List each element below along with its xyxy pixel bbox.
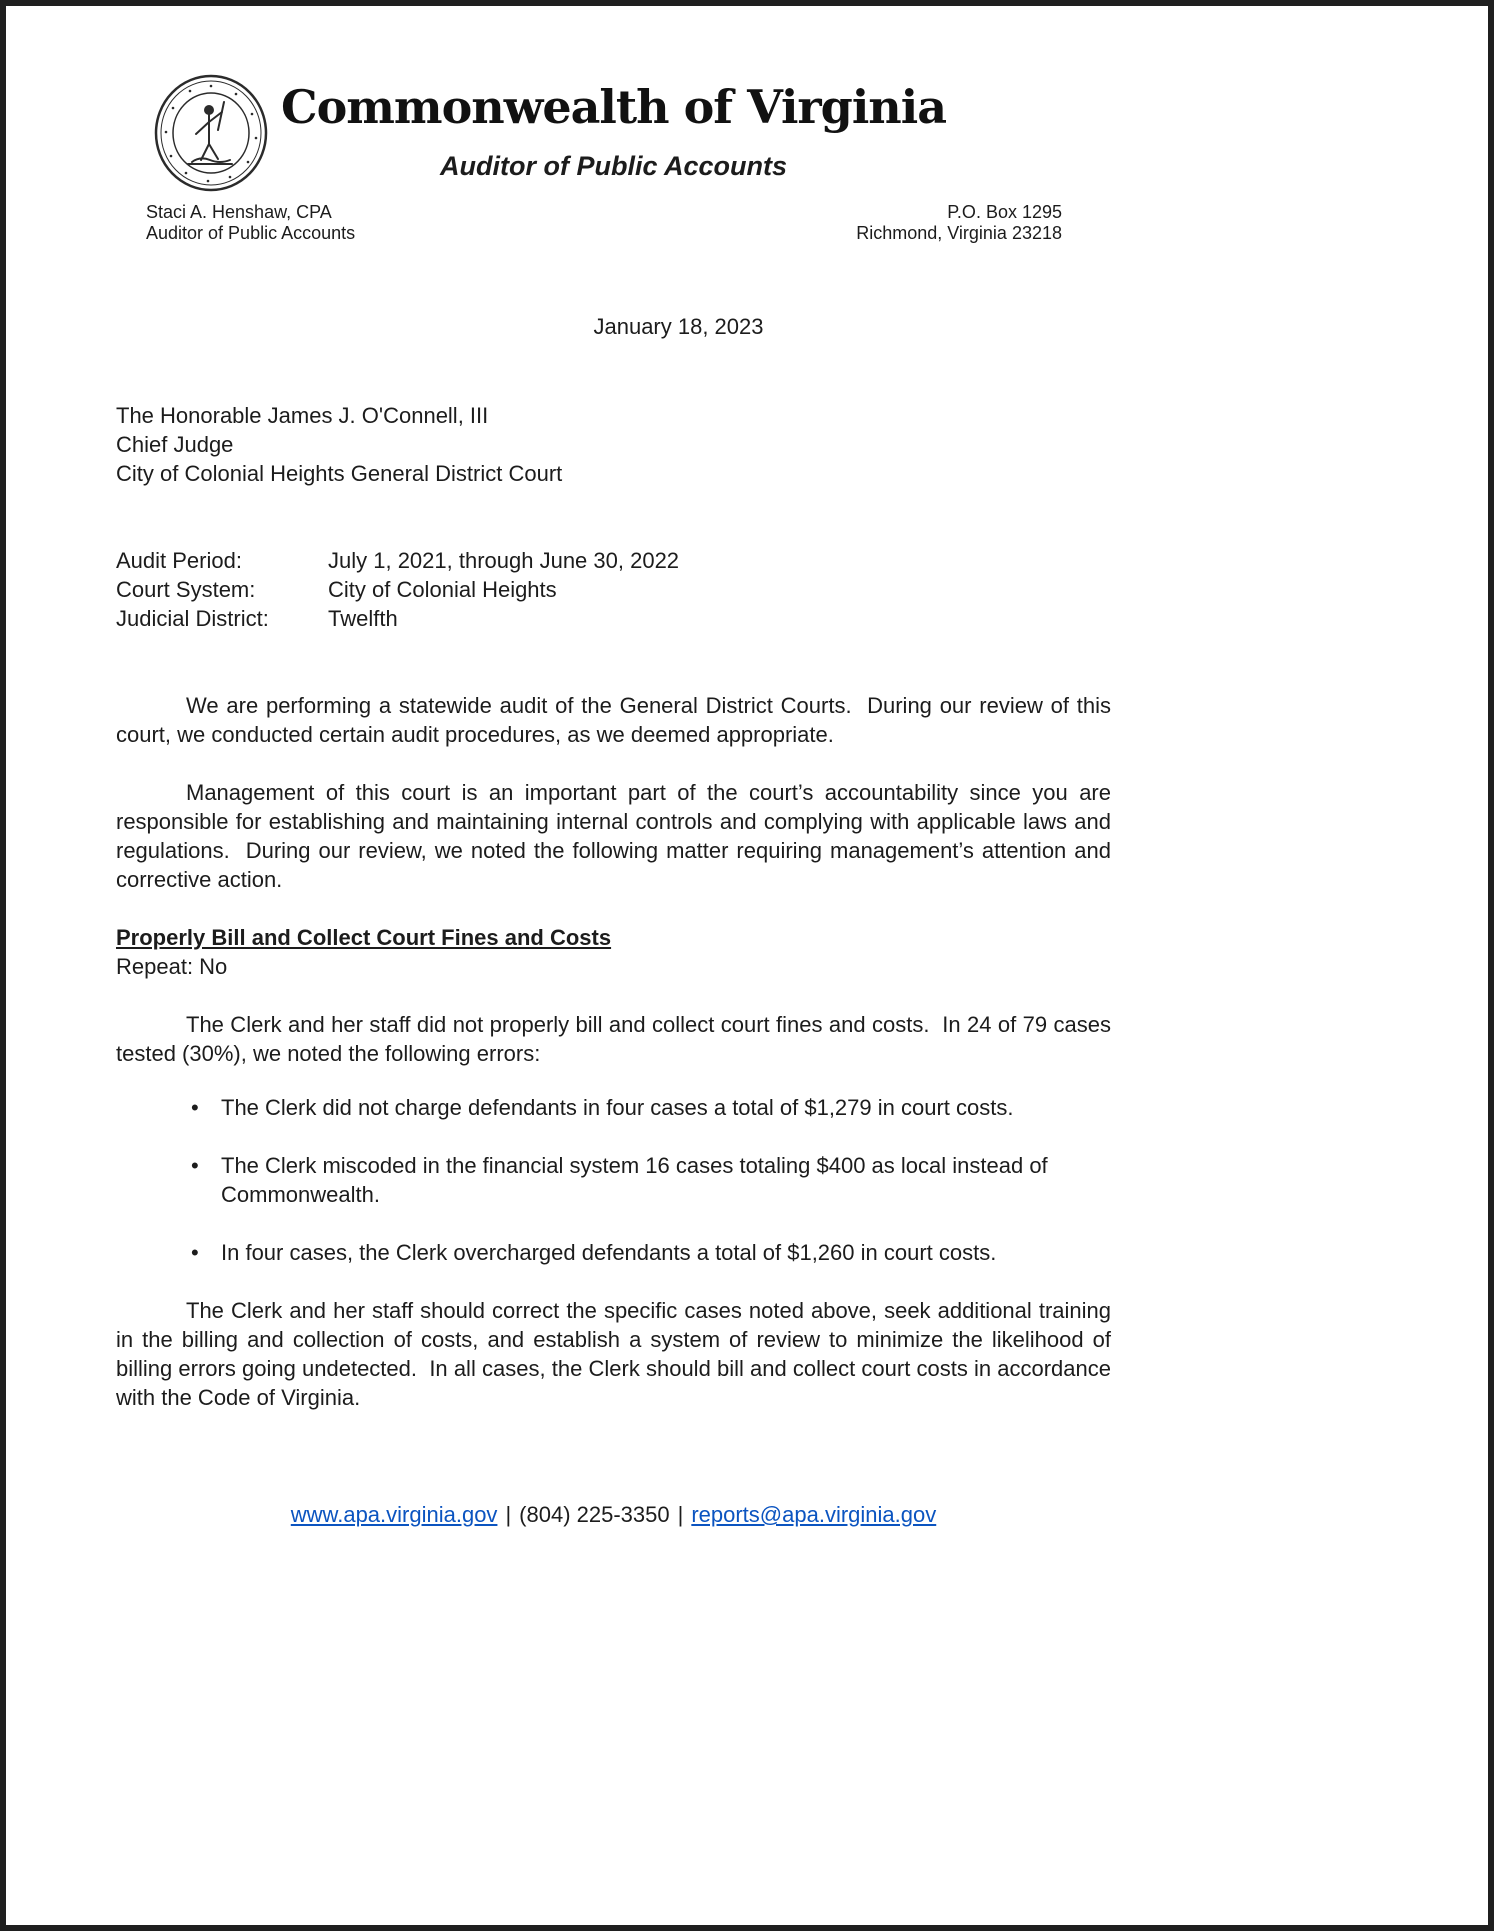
finding-heading: Properly Bill and Collect Court Fines and Costs: [116, 925, 612, 950]
list-item: [116, 1151, 1111, 1209]
audit-period-label: Audit Period:: [116, 548, 242, 573]
bullet-icon: •: [191, 1095, 199, 1120]
audit-info-table: [116, 546, 1111, 633]
letterhead-title: Commonwealth of Virginia: [280, 80, 947, 134]
auditor-name: Staci A. Henshaw, CPA: [146, 202, 332, 222]
audit-info-row: [116, 546, 1111, 575]
bullet-icon: •: [191, 1240, 199, 1265]
audit-period-value: July 1, 2021, through June 30, 2022: [328, 548, 680, 573]
finding-intro-paragraph: The Clerk and her staff did not properly bill and collect court fines and costs. In 24 of 79 cases tested (30%), we noted the following errors:: [116, 1012, 1118, 1066]
bullet-text: The Clerk miscoded in the financial system 16 cases totaling $400 as local instead of Commonwealth.: [221, 1153, 1048, 1207]
court-system-value: City of Colonial Heights: [328, 577, 557, 602]
recipient-court: City of Colonial Heights General District Court: [116, 461, 563, 486]
list-item: [116, 1093, 1111, 1122]
audit-info-row: [116, 575, 1111, 604]
letter-date: January 18, 2023: [593, 314, 764, 339]
finding-repeat-status: Repeat: No: [116, 954, 228, 979]
recipient-title: Chief Judge: [116, 432, 234, 457]
email-link[interactable]: reports@apa.virginia.gov: [691, 1502, 937, 1527]
recipient-block: [116, 401, 1111, 488]
letterhead-contacts: [146, 202, 1062, 244]
letterhead-subtitle: Auditor of Public Accounts: [440, 150, 787, 181]
bullet-text: In four cases, the Clerk overcharged defendants a total of $1,260 in court costs.: [221, 1240, 997, 1265]
court-system-label: Court System:: [116, 577, 256, 602]
office-address: [856, 202, 1062, 244]
finding-bullet-list: [116, 1093, 1111, 1267]
virginia-seal-icon: [152, 72, 270, 194]
phone-number: (804) 225-3350: [519, 1502, 670, 1527]
address-line-1: P.O. Box 1295: [947, 202, 1062, 222]
auditor-identity: [146, 202, 355, 244]
list-item: [116, 1238, 1111, 1267]
auditor-title: Auditor of Public Accounts: [146, 223, 356, 243]
audit-info-row: [116, 604, 1111, 633]
footer-separator: |: [505, 1502, 512, 1527]
paragraph-intro-audit: We are performing a statewide audit of the General District Courts. During our review of this court, we conducted certain audit procedures, as we deemed appropriate.: [116, 693, 1118, 747]
website-link[interactable]: www.apa.virginia.gov: [290, 1502, 498, 1527]
judicial-district-value: Twelfth: [328, 606, 398, 631]
bullet-icon: •: [191, 1153, 199, 1178]
letter-footer: [116, 1502, 1111, 1528]
finding-closing-paragraph: The Clerk and her staff should correct the specific cases noted above, seek additional training in the billing and collection of costs, and establish a system of review to minimize the likelihood of billing errors going undetected. In all cases, the Clerk should bill and collect court costs in accordance with the Code of Virginia.: [116, 1298, 1118, 1410]
bullet-text: The Clerk did not charge defendants in four cases a total of $1,279 in court costs.: [221, 1095, 1014, 1120]
judicial-district-label: Judicial District:: [116, 606, 269, 631]
address-line-2: Richmond, Virginia 23218: [856, 223, 1062, 243]
letterhead: [6, 6, 1488, 246]
letter-body: [116, 312, 1118, 1412]
footer-separator: |: [677, 1502, 684, 1527]
recipient-name: The Honorable James J. O'Connell, III: [116, 403, 489, 428]
paragraph-management: Management of this court is an important part of the court’s accountability since you are responsible for establishing and maintaining internal controls and complying with applicable laws and regulations. During our review, we noted the following matter requiring management’s attention and corrective action.: [116, 780, 1118, 892]
